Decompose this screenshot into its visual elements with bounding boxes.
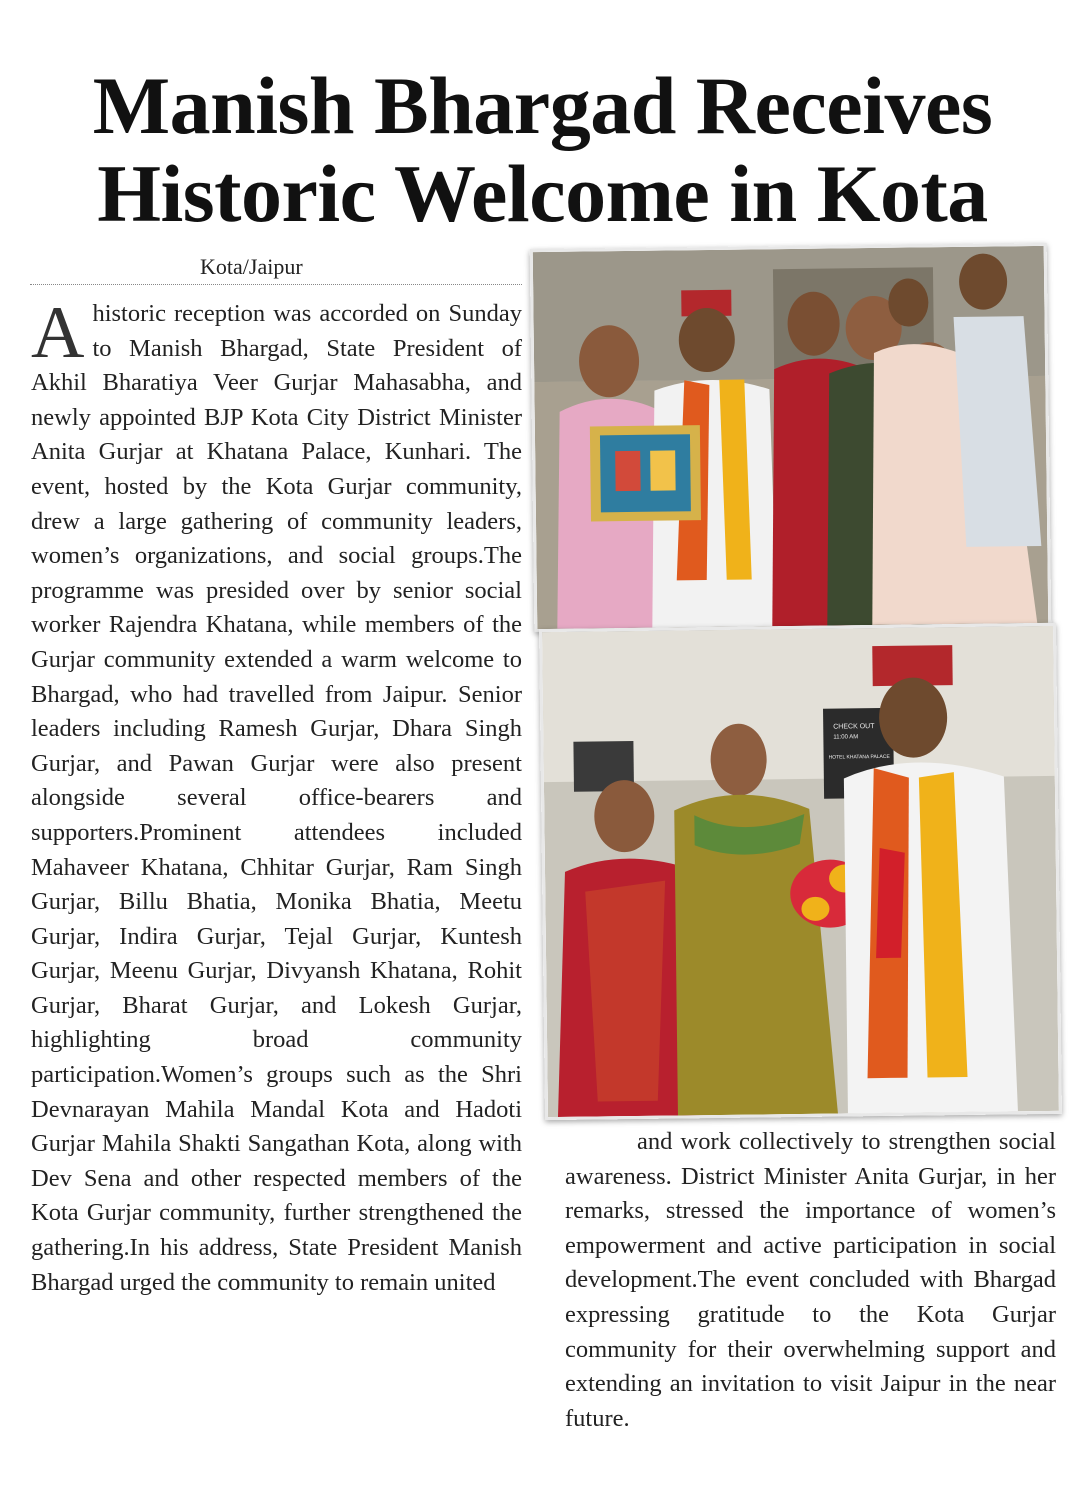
article-column-left <box>31 292 522 1477</box>
article-left-text: historic reception was accorded on Sunday to Manish Bhargad, State President of Akhil Bharatiya Veer Gurjar Mahasabha, and newly appointed BJP Kota City District Minister Anita Gurjar at Khatana Palace, Kunhari. The event, hosted by the Kota Gurjar community, drew a large gathering of community leaders, women’s organizations, and social groups.The programme was presided over by senior social worker Rajendra Khatana, while members of the Gurjar community extended a warm welcome to Bhargad, who had travelled from Jaipur. Senior leaders including Ramesh Gurjar, Dhara Singh Gurjar, and Pawan Gurjar were also present alongside several office-bearers and supporters.Prominent attendees included Mahaveer Khatana, Chhitar Gurjar, Ram Singh Gurjar, Billu Bhatia, Monika Bhatia, Meetu Gurjar, Indira Gurjar, Tejal Gurjar, Kuntesh Gurjar, Meenu Gurjar, Divyansh Khatana, Rohit Gurjar, Bharat Gurjar, and Lokesh Gurjar, highlighting broad community participation.Women’s groups such as the Shri Devnarayan Mahila Mandal Kota and Hadoti Gurjar Mahila Shakti Sangathan Kota, along with Dev Sena and other respected members of the Kota Gurjar community, further strengthened the gathering.In his address, State President Manish Bhargad urged the community to remain united <box>31 300 522 1296</box>
headline-line-1: Manish Bhargad Receives <box>92 60 993 151</box>
sign-line-1: CHECK OUT <box>833 723 875 731</box>
headline-line-2: Historic Welcome in Kota <box>97 148 988 239</box>
dateline-rule <box>30 284 522 285</box>
photo-reception-group-image <box>533 246 1049 629</box>
photo-reception-group <box>530 243 1052 632</box>
dateline: Kota/Jaipur <box>200 254 303 279</box>
sign-line-3: HOTEL KHATANA PALACE <box>828 753 890 761</box>
headline <box>30 62 1055 238</box>
article-column-right: and work collectively to strengthen social awareness. District Minister Anita Gurjar, in her remarks, stressed the importance of women’s empowerment and active participation in social development.The event concluded with Bhargad expressing gratitude to the Kota Gurjar community for their overwhelming support and extending an invitation to visit Jaipur in the near future. <box>565 1128 1056 1432</box>
photo-bouquet-presentation <box>539 623 1062 1120</box>
sign-line-2: 11:00 AM <box>833 734 859 741</box>
drop-cap: A <box>31 292 85 374</box>
photo-bouquet-presentation-image <box>542 626 1059 1117</box>
